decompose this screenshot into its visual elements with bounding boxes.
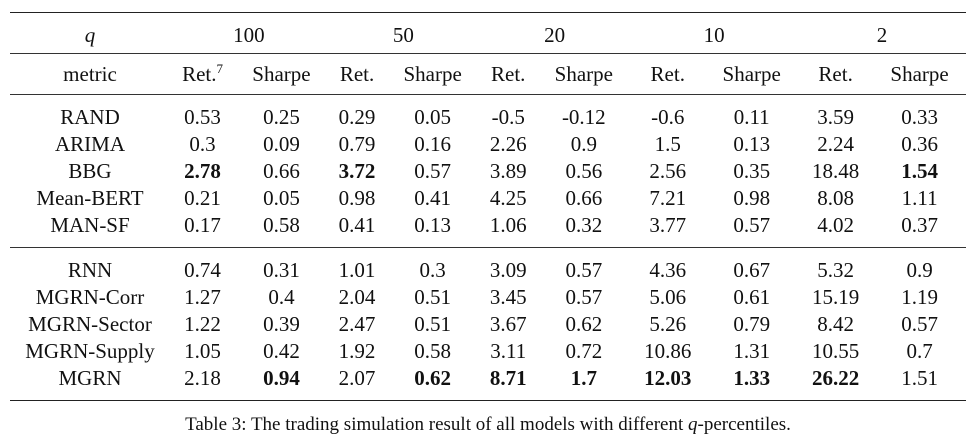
model-name: RNN bbox=[10, 248, 170, 285]
table-cell: 0.57 bbox=[414, 159, 451, 183]
table-cell: 0.37 bbox=[901, 213, 938, 237]
table-cell: 0.21 bbox=[184, 186, 221, 210]
table-cell-best: 0.94 bbox=[235, 365, 328, 401]
table-cell: 0.58 bbox=[263, 213, 300, 237]
table-caption bbox=[0, 414, 976, 436]
table-cell-best: 26.22 bbox=[798, 365, 873, 401]
table-cell: 0.39 bbox=[263, 312, 300, 336]
table-cell-best: 8.71 bbox=[479, 365, 537, 401]
table-cell: 5.32 bbox=[798, 248, 873, 285]
table-cell-best: 12.03 bbox=[630, 365, 705, 401]
table-cell: 1.31 bbox=[733, 339, 771, 363]
sharpe-header: Sharpe bbox=[235, 54, 328, 95]
sharpe-header: Sharpe bbox=[537, 54, 630, 95]
table-cell: 0.25 bbox=[235, 95, 328, 132]
table-cell-best: 0.62 bbox=[386, 365, 479, 401]
table-cell-best: 2.78 bbox=[184, 159, 221, 183]
ret-header: Ret. bbox=[798, 54, 873, 95]
table-cell: 0.53 bbox=[170, 95, 235, 132]
caption-suffix: -percentiles. bbox=[697, 414, 791, 435]
table-cell: 2.07 bbox=[328, 365, 386, 401]
table-cell: 1.92 bbox=[338, 339, 376, 363]
table-cell: 0.36 bbox=[901, 132, 938, 156]
table-cell: 3.67 bbox=[489, 312, 527, 336]
table-cell: 2.24 bbox=[817, 132, 854, 156]
table-cell: 0.9 bbox=[570, 132, 597, 156]
table-cell: 0.56 bbox=[565, 159, 603, 183]
table-cell: 1.06 bbox=[489, 213, 527, 237]
table-cell: 2.04 bbox=[338, 285, 376, 309]
model-name: MAN-SF bbox=[50, 213, 130, 237]
table-cell: 1.19 bbox=[901, 285, 938, 309]
table-cell: 1.05 bbox=[184, 339, 221, 363]
model-name: MGRN bbox=[10, 365, 170, 401]
table-cell: 2.47 bbox=[338, 312, 376, 336]
table-cell: 0.05 bbox=[263, 186, 300, 210]
ret-footnote-marker: 7 bbox=[216, 60, 223, 76]
table-cell: 1.51 bbox=[873, 365, 966, 401]
table-cell: 0.41 bbox=[414, 186, 451, 210]
q-label: q bbox=[10, 13, 170, 54]
table-row bbox=[10, 248, 966, 285]
table-cell: 0.98 bbox=[733, 186, 771, 210]
table-cell: 10.55 bbox=[812, 339, 860, 363]
table-cell: 0.35 bbox=[733, 159, 771, 183]
q-value-50: 50 bbox=[328, 13, 479, 54]
table-row bbox=[10, 365, 966, 401]
ret-header bbox=[170, 54, 235, 95]
table-cell: 4.25 bbox=[489, 186, 527, 210]
table-cell: 2.26 bbox=[489, 132, 527, 156]
sharpe-header: Sharpe bbox=[873, 54, 966, 95]
table-cell: 7.21 bbox=[649, 186, 687, 210]
table-cell: 0.17 bbox=[184, 213, 221, 237]
table-cell: 1.11 bbox=[901, 186, 938, 210]
table-cell: 1.01 bbox=[328, 248, 386, 285]
caption-prefix: Table 3: The trading simulation result of all models with different bbox=[185, 414, 689, 435]
table-cell: 0.74 bbox=[170, 248, 235, 285]
table-cell: 0.3 bbox=[386, 248, 479, 285]
table-cell: 0.61 bbox=[733, 285, 771, 309]
table-cell: 0.05 bbox=[386, 95, 479, 132]
q-value-100: 100 bbox=[170, 13, 328, 54]
table-cell: 3.77 bbox=[649, 213, 687, 237]
table-cell: 0.33 bbox=[873, 95, 966, 132]
table-cell: -0.5 bbox=[479, 95, 537, 132]
ret-header: Ret. bbox=[630, 54, 705, 95]
q-value-2: 2 bbox=[798, 13, 966, 54]
table-cell: 0.79 bbox=[338, 132, 376, 156]
table-cell: 0.57 bbox=[537, 248, 630, 285]
table-cell: 0.32 bbox=[565, 213, 603, 237]
table-cell: 0.41 bbox=[338, 213, 376, 237]
table-cell: 0.3 bbox=[189, 132, 216, 156]
q-value-20: 20 bbox=[479, 13, 630, 54]
table-cell-best: 1.7 bbox=[537, 365, 630, 401]
table-cell: 0.4 bbox=[268, 285, 295, 309]
table-cell: 0.16 bbox=[414, 132, 451, 156]
table-cell: 3.59 bbox=[798, 95, 873, 132]
table-cell: 0.09 bbox=[263, 132, 300, 156]
table-cell: 0.31 bbox=[235, 248, 328, 285]
table-cell: 3.11 bbox=[490, 339, 527, 363]
table-row bbox=[10, 284, 966, 311]
table-cell: 0.57 bbox=[565, 285, 603, 309]
table-cell: 0.57 bbox=[733, 213, 771, 237]
table-cell: 3.89 bbox=[489, 159, 527, 183]
table-cell: 15.19 bbox=[812, 285, 860, 309]
ret-header-text: Ret. bbox=[182, 61, 217, 86]
table-cell: 0.42 bbox=[263, 339, 300, 363]
metric-header-row bbox=[10, 54, 966, 95]
sharpe-header: Sharpe bbox=[386, 54, 479, 95]
caption-q-symbol: q bbox=[688, 414, 698, 435]
table-cell: 8.42 bbox=[817, 312, 854, 336]
model-name: BBG bbox=[68, 159, 112, 183]
table-cell-best: 3.72 bbox=[338, 159, 376, 183]
table-cell: 0.11 bbox=[705, 95, 798, 132]
table-row bbox=[10, 338, 966, 365]
table-cell: 0.9 bbox=[873, 248, 966, 285]
table-cell: 5.06 bbox=[649, 285, 687, 309]
model-name: MGRN-Corr bbox=[35, 285, 145, 309]
table-cell: 0.13 bbox=[733, 132, 771, 156]
table-cell: 0.62 bbox=[565, 312, 603, 336]
table-cell: 0.58 bbox=[414, 339, 451, 363]
table-row bbox=[10, 311, 966, 338]
table-cell: 5.26 bbox=[649, 312, 687, 336]
table-cell: 0.66 bbox=[263, 159, 300, 183]
q-header-row bbox=[10, 13, 966, 54]
model-name: RAND bbox=[10, 95, 170, 132]
ret-header: Ret. bbox=[328, 54, 386, 95]
metric-label: metric bbox=[10, 54, 170, 95]
table-cell: 0.67 bbox=[705, 248, 798, 285]
table-cell: 0.79 bbox=[733, 312, 771, 336]
model-name: MGRN-Supply bbox=[25, 339, 155, 363]
table-cell: 2.18 bbox=[170, 365, 235, 401]
table-cell: 8.08 bbox=[817, 186, 854, 210]
table-cell: 3.45 bbox=[489, 285, 527, 309]
ret-header: Ret. bbox=[479, 54, 537, 95]
model-name: MGRN-Sector bbox=[28, 312, 152, 336]
results-table bbox=[10, 12, 966, 401]
table-cell: 1.27 bbox=[184, 285, 221, 309]
table-cell: 4.36 bbox=[630, 248, 705, 285]
table-cell: 0.7 bbox=[906, 339, 933, 363]
table-row bbox=[10, 212, 966, 248]
table-cell: 0.51 bbox=[414, 285, 451, 309]
table-cell-best: 1.33 bbox=[705, 365, 798, 401]
table-cell: 0.51 bbox=[414, 312, 451, 336]
q-value-10: 10 bbox=[630, 13, 798, 54]
model-name: Mean-BERT bbox=[36, 186, 144, 210]
table-cell: 2.56 bbox=[649, 159, 687, 183]
table-cell: 0.72 bbox=[565, 339, 603, 363]
table-cell: 0.66 bbox=[565, 186, 603, 210]
table-cell-best: 1.54 bbox=[901, 159, 938, 183]
model-name: ARIMA bbox=[54, 132, 125, 156]
table-cell: -0.12 bbox=[537, 95, 630, 132]
table-cell: -0.6 bbox=[630, 95, 705, 132]
table-row bbox=[10, 158, 966, 185]
table-cell: 3.09 bbox=[479, 248, 537, 285]
sharpe-header: Sharpe bbox=[705, 54, 798, 95]
table-cell: 1.22 bbox=[184, 312, 221, 336]
table-cell: 0.13 bbox=[414, 213, 451, 237]
table-row bbox=[10, 185, 966, 212]
table-cell: 4.02 bbox=[817, 213, 854, 237]
table-cell: 1.5 bbox=[654, 132, 681, 156]
table-cell: 18.48 bbox=[812, 159, 860, 183]
table-cell: 10.86 bbox=[644, 339, 692, 363]
table-cell: 0.29 bbox=[328, 95, 386, 132]
table-cell: 0.57 bbox=[901, 312, 938, 336]
table-row bbox=[10, 131, 966, 158]
table-row bbox=[10, 95, 966, 132]
table-cell: 0.98 bbox=[338, 186, 376, 210]
